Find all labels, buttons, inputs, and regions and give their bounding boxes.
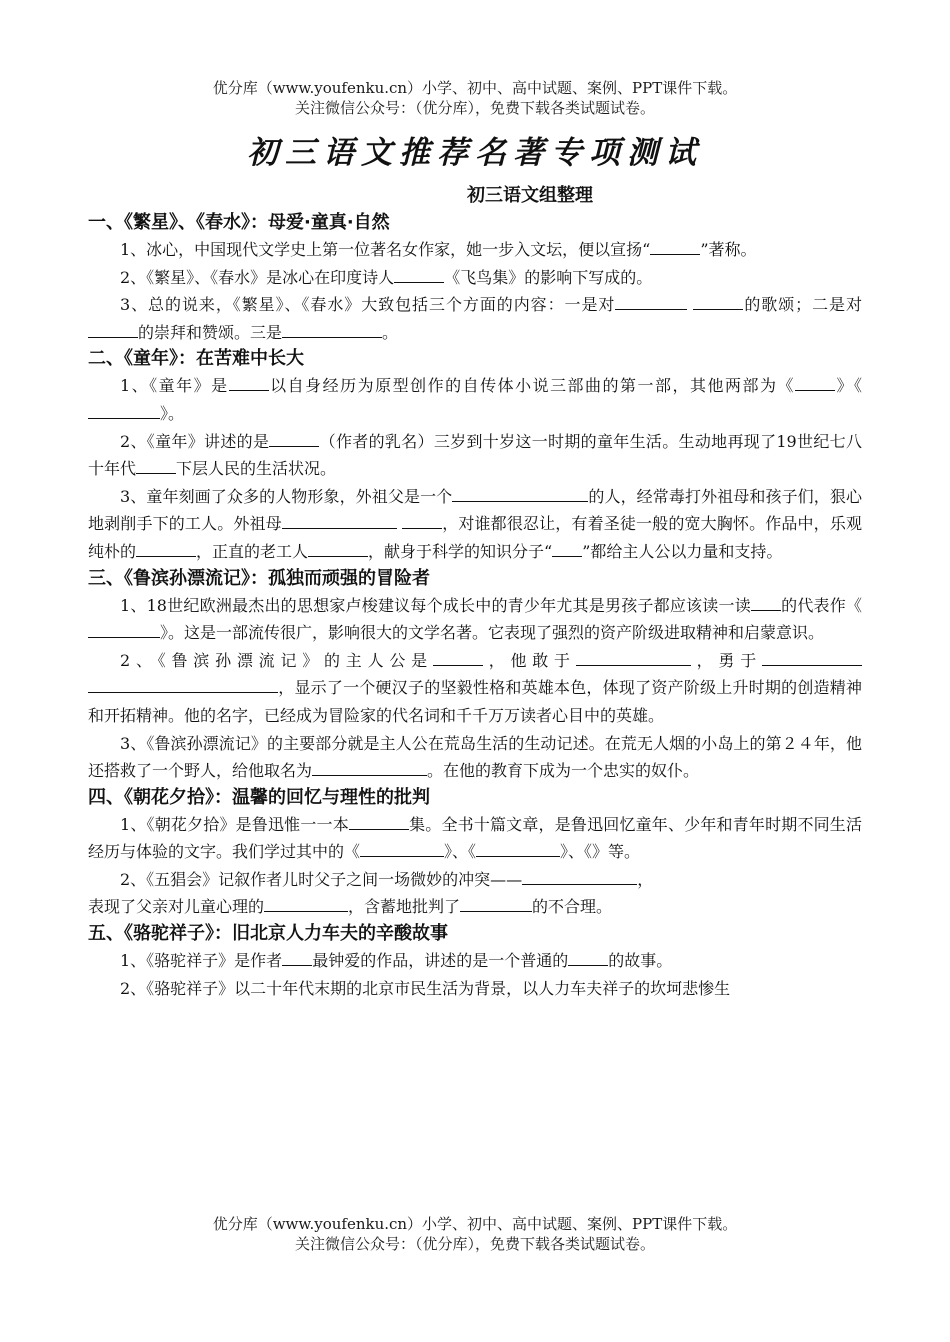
answer-blank[interactable]	[650, 239, 700, 255]
answer-blank[interactable]	[433, 650, 483, 666]
s1-question-2: 2、《繁星》、《春水》是冰心在印度诗人 《飞鸟集》的影响下写成的。	[120, 267, 653, 287]
answer-blank[interactable]	[751, 595, 781, 611]
answer-blank[interactable]	[568, 950, 608, 966]
footer-line-2: 关注微信公众号：（优分库），免费下载各类试题试卷。	[294, 1235, 655, 1253]
answer-blank[interactable]	[269, 431, 319, 447]
answer-blank[interactable]	[349, 814, 409, 830]
s3-question-1: 1、18世纪欧洲最杰出的思想家卢梭建议每个成长中的青少年尤其是男孩子都应该读一读 的代表作《》。这是一部流传很广，影响很大的文学名著。它表现了强烈的资产阶级进取精神和启蒙意识。	[88, 592, 862, 647]
section-1-heading: 一、《繁星》、《春水》：母爱·童真·自然	[88, 212, 390, 233]
answer-blank[interactable]	[394, 267, 444, 283]
answer-blank[interactable]	[460, 896, 532, 912]
page-subtitle: 初三语文组整理	[467, 185, 593, 206]
answer-blank[interactable]	[552, 541, 582, 557]
answer-blank[interactable]	[308, 541, 368, 557]
answer-blank[interactable]	[452, 486, 588, 502]
answer-blank[interactable]	[282, 950, 312, 966]
s1-question-3: 3、总的说来，《繁星》、《春水》大致包括三个方面的内容：一是对 的歌颂；二是对的崇拜和赞颂。三是 。	[88, 291, 862, 346]
header-line-1: 优分库（www.youfenku.cn）小学、初中、高中试题、案例、PPT课件下载。	[212, 79, 738, 97]
s4-question-2: 2、《五猖会》记叙作者儿时父子之间一场微妙的冲突—— ，	[120, 869, 654, 889]
section-2-heading: 二、《童年》：在苦难中长大	[88, 348, 304, 370]
answer-blank[interactable]	[264, 896, 348, 912]
header-line-2: 关注微信公众号：（优分库），免费下载各类试题试卷。	[294, 99, 655, 117]
s4-question-1: 1、《朝花夕拾》是鲁迅惟一一本 集。全书十篇文章，是鲁迅回忆童年、少年和青年时期不同生活经历与体验的文字。我们学过其中的《 》、《 》、《》等。	[88, 814, 862, 862]
s5-question-1: 1、《骆驼祥子》是作者 最钟爱的作品，讲述的是一个普通的 的故事。	[120, 951, 673, 971]
s1-question-1: 1、冰心，中国现代文学史上第一位著名女作家，她一步入文坛，便以宣扬“ ”著称。	[120, 240, 757, 259]
answer-blank[interactable]	[402, 513, 442, 529]
answer-blank[interactable]	[88, 622, 160, 638]
answer-blank[interactable]	[136, 458, 176, 474]
page-title: 初三语文推荐名著专项测试	[247, 135, 703, 171]
footer-line-1: 优分库（www.youfenku.cn）小学、初中、高中试题、案例、PPT课件下载。	[212, 1215, 738, 1233]
s3-question-2: 2、《鲁滨孙漂流记》的主人公是 ，他敢于 ，勇于 ，显示了一个硬汉子的坚毅性格和英雄本色，体现了资产阶级上升时期的创造精神和开拓精神。他的名字，已经成为冒险家的代名词和千千万万读者心目中的英雄。	[88, 650, 862, 725]
section-5-heading: 五、《骆驼祥子》：旧北京人力车夫的辛酸故事	[88, 923, 448, 945]
answer-blank[interactable]	[136, 541, 196, 557]
answer-blank[interactable]	[312, 760, 427, 776]
answer-blank[interactable]	[476, 841, 560, 857]
answer-blank[interactable]	[88, 677, 278, 693]
answer-blank[interactable]	[576, 650, 691, 666]
answer-blank[interactable]	[360, 841, 444, 857]
answer-blank[interactable]	[282, 322, 382, 338]
s2-question-2: 2、《童年》讲述的是 （作者的乳名）三岁到十岁这一时期的童年生活。生动地再现了19世纪七八十年代 下层人民的生活状况。	[88, 431, 862, 479]
answer-blank[interactable]	[615, 294, 687, 310]
s5-question-2: 2、《骆驼祥子》以二十年代末期的北京市民生活为背景，以人力车夫祥子的坎坷悲惨生	[120, 978, 731, 998]
answer-blank[interactable]	[88, 322, 138, 338]
answer-blank[interactable]	[762, 650, 862, 666]
s2-question-3: 3、童年刻画了众多的人物形象，外祖父是一个 的人，经常毒打外祖母和孩子们，狠心地剥削手下的工人。外祖母 ，对谁都很忍让，有着圣徒一般的宽大胸怀。作品中，乐观纯朴的 ，正直的老工人 ，献身于科学的知识分子“ ”都给主人公以力量和支持。	[88, 486, 862, 561]
answer-blank[interactable]	[693, 294, 743, 310]
answer-blank[interactable]	[88, 403, 160, 419]
s2-question-1: 1、《童年》是 以自身经历为原型创作的自传体小说三部曲的第一部，其他两部为《 》《》。	[88, 372, 862, 427]
answer-blank[interactable]	[229, 375, 269, 391]
answer-blank[interactable]	[522, 869, 637, 885]
answer-blank[interactable]	[282, 513, 397, 529]
section-4-heading: 四、《朝花夕拾》：温馨的回忆与理性的批判	[88, 786, 430, 808]
s3-question-3: 3、《鲁滨孙漂流记》的主要部分就是主人公在荒岛生活的生动记述。在荒无人烟的小岛上的第２４年，他还搭救了一个野人，给他取名为 。在他的教育下成为一个忠实的奴仆。	[88, 733, 862, 781]
answer-blank[interactable]	[795, 375, 835, 391]
s4-question-2-cont: 表现了父亲对儿童心理的 ，含蓄地批判了 的不合理。	[88, 897, 613, 917]
section-3-heading: 三、《鲁滨孙漂流记》：孤独而顽强的冒险者	[88, 567, 430, 589]
document-body	[88, 210, 862, 1002]
